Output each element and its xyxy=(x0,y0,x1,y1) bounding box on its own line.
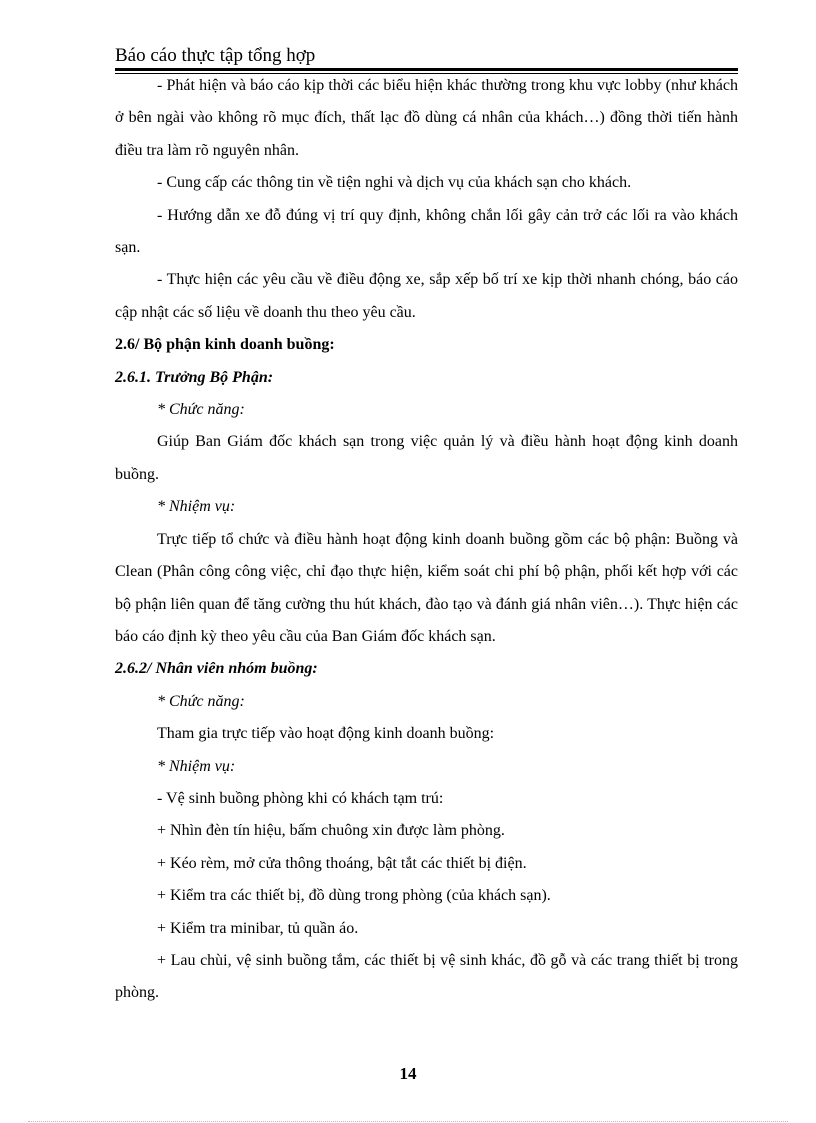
paragraph-parking-guide: - Hướng dẫn xe đỗ đúng vị trí quy định, không chắn lối gây cản trở các lối ra vào khách sạn. xyxy=(115,206,738,257)
page-number: 14 xyxy=(399,1064,417,1083)
paragraph-function-staff: Tham gia trực tiếp vào hoạt động kinh doanh buồng: xyxy=(157,725,495,743)
list-item-room-cleaning: - Vệ sinh buồng phòng khi có khách tạm trú: xyxy=(157,789,444,807)
list-item-curtains: + Kéo rèm, mở cửa thông thoáng, bật tắt các thiết bị điện. xyxy=(157,854,527,872)
paragraph-duty-head: Trực tiếp tổ chức và điều hành hoạt động kinh doanh buồng gồm các bộ phận: Buồng và Clean (Phân công công việc, chỉ đạo thực hiện, kiểm soát chi phí bộ phận, phối kết hợp với các bộ phận liên quan để tăng cường thu hút khách, đào tạo và đánh giá nhân viên…). Thực hiện các báo cáo định kỳ theo yêu cầu của Ban Giám đốc khách sạn. xyxy=(115,530,738,645)
subsection-heading-2-6-1: 2.6.1. Trưởng Bộ Phận: xyxy=(115,368,274,386)
paragraph-vehicle-dispatch: - Thực hiện các yêu cầu về điều động xe, sắp xếp bố trí xe kịp thời nhanh chóng, báo cáo cập nhật các số liệu về doanh thu theo yêu cầu. xyxy=(115,271,738,321)
section-heading-2-6: 2.6/ Bộ phận kinh doanh buồng: xyxy=(115,336,335,354)
label-duty-staff: * Nhiệm vụ: xyxy=(157,757,236,775)
list-item-check-equipment: + Kiểm tra các thiết bị, đồ dùng trong phòng (của khách sạn). xyxy=(157,887,551,905)
page-bottom-divider xyxy=(28,1121,788,1122)
label-function-staff: * Chức năng: xyxy=(157,692,245,710)
label-duty: * Nhiệm vụ: xyxy=(157,498,236,516)
paragraph-provide-info: - Cung cấp các thông tin về tiện nghi và dịch vụ của khách sạn cho khách. xyxy=(157,174,632,192)
list-item-signal-light: + Nhìn đèn tín hiệu, bấm chuông xin được làm phòng. xyxy=(157,822,505,840)
label-function: * Chức năng: xyxy=(157,401,245,419)
list-item-bathroom-cleaning: + Lau chùi, vệ sinh buồng tắm, các thiết bị vệ sinh khác, đồ gỗ và các trang thiết bị trong phòng. xyxy=(115,951,738,1002)
paragraph-lobby-report: - Phát hiện và báo cáo kịp thời các biểu hiện khác thường trong khu vực lobby (như khách ở bên ngài vào không rõ mục đích, thất lạc đồ dùng cá nhân của khách…) đồng thời tiến hành điều tra làm rõ nguyên nhân. xyxy=(115,77,738,159)
paragraph-function-head: Giúp Ban Giám đốc khách sạn trong việc quản lý và điều hành hoạt động kinh doanh buồng. xyxy=(115,433,738,483)
page-header-title: Báo cáo thực tập tổng hợp xyxy=(115,45,316,66)
document-body xyxy=(115,70,738,1010)
subsection-heading-2-6-2: 2.6.2/ Nhân viên nhóm buồng: xyxy=(115,660,318,678)
list-item-minibar: + Kiểm tra minibar, tủ quần áo. xyxy=(157,919,359,937)
